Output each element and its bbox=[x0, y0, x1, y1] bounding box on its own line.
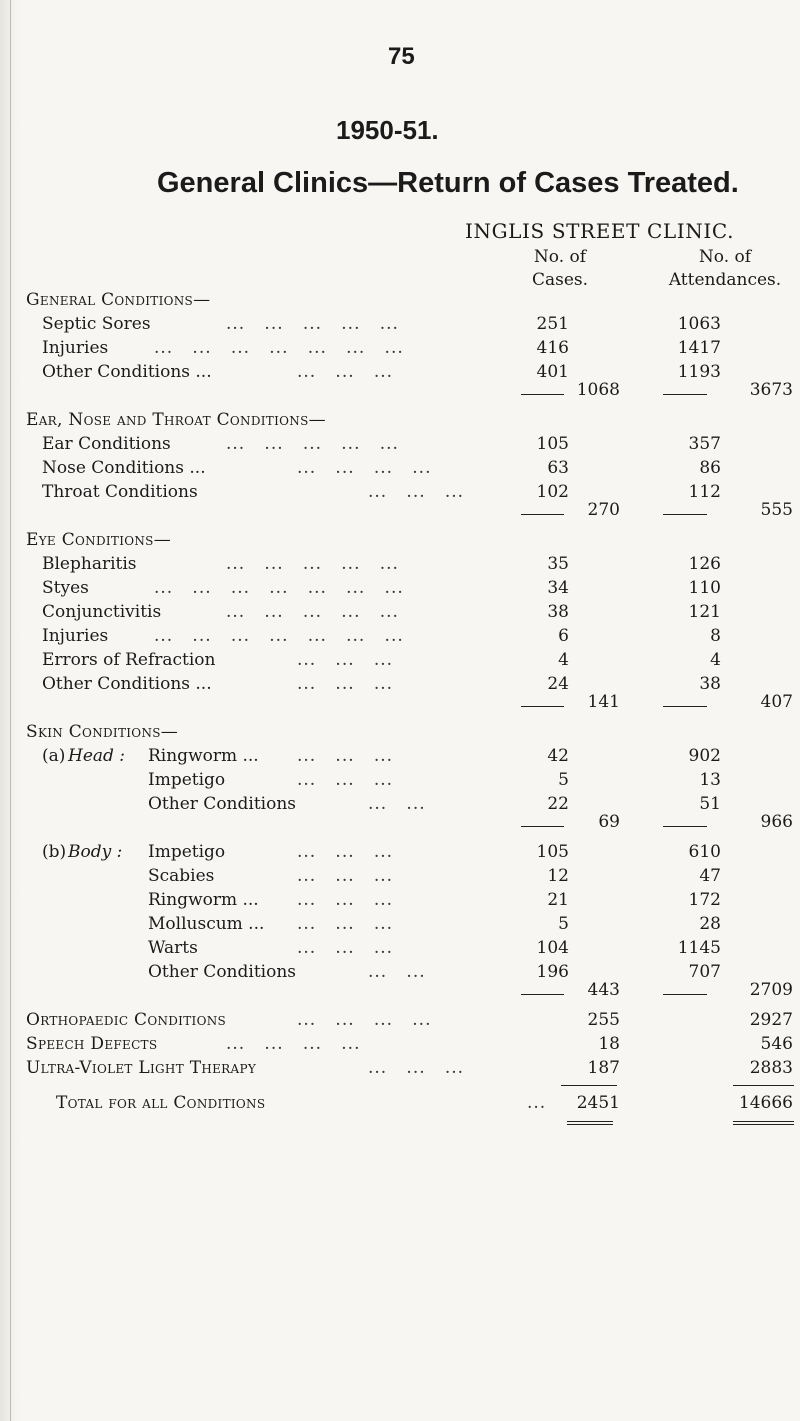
attendances-value: 1193 bbox=[677, 362, 721, 382]
report-year: 1950-51. bbox=[336, 115, 439, 145]
attendances-header-line2: Attendances. bbox=[668, 270, 782, 290]
table-row bbox=[0, 770, 800, 794]
cases-subtotal: 141 bbox=[587, 692, 620, 712]
row-label: Impetigo bbox=[148, 842, 226, 862]
total-row bbox=[0, 1093, 800, 1117]
cases-value: 18 bbox=[598, 1034, 620, 1054]
table-row bbox=[0, 338, 800, 362]
row-label: Ringworm ... bbox=[148, 890, 259, 910]
leader-dots: ... ... ... bbox=[297, 842, 394, 862]
table-row bbox=[0, 794, 800, 818]
total-cases: 2451 bbox=[576, 1093, 620, 1113]
cases-value: 5 bbox=[558, 914, 569, 934]
table-row bbox=[0, 362, 800, 386]
leader-dots: ... ... ... bbox=[297, 746, 394, 766]
subgroup-prefix: (b) bbox=[42, 842, 67, 862]
leader-dots: ... ... ... bbox=[368, 482, 465, 502]
cases-column-header bbox=[520, 247, 600, 290]
row-label: Ear Conditions bbox=[42, 434, 171, 454]
attendances-column-header bbox=[650, 247, 800, 290]
attendances-value: 1063 bbox=[677, 314, 721, 334]
subtotal-row bbox=[0, 692, 800, 722]
cases-value: 42 bbox=[547, 746, 569, 766]
leader-dots: ... ... ... ... ... ... ... bbox=[154, 578, 404, 598]
table-row bbox=[0, 578, 800, 602]
table-row bbox=[0, 674, 800, 698]
table-row bbox=[0, 650, 800, 674]
cases-value: 196 bbox=[536, 962, 569, 982]
section-heading-label: Skin Conditions— bbox=[26, 722, 179, 742]
cases-value: 22 bbox=[547, 794, 569, 814]
attendances-subtotal: 407 bbox=[760, 692, 793, 712]
cases-subtotal: 69 bbox=[598, 812, 620, 832]
attendances-value: 13 bbox=[699, 770, 721, 790]
row-label: Other Conditions bbox=[148, 962, 296, 982]
row-label: Styes bbox=[42, 578, 89, 598]
leader-dots: ... ... ... bbox=[297, 674, 394, 694]
leader-dots: ... ... ... bbox=[297, 362, 394, 382]
table-row bbox=[0, 746, 800, 770]
attendances-value: 112 bbox=[688, 482, 721, 502]
table-row bbox=[0, 434, 800, 458]
row-label: Impetigo bbox=[148, 770, 226, 790]
table-row bbox=[0, 842, 800, 866]
attendances-value: 86 bbox=[699, 458, 721, 478]
attendances-subtotal: 2709 bbox=[749, 980, 793, 1000]
leader-dots: ... bbox=[527, 1093, 547, 1113]
cases-value: 102 bbox=[536, 482, 569, 502]
section-heading-label: General Conditions— bbox=[26, 290, 211, 310]
attendances-value: 610 bbox=[688, 842, 721, 862]
row-label: Warts bbox=[148, 938, 198, 958]
cases-value: 12 bbox=[547, 866, 569, 886]
row-label: Orthopaedic Conditions bbox=[26, 1010, 227, 1030]
leader-dots: ... ... bbox=[368, 962, 426, 982]
attendances-value: 126 bbox=[688, 554, 721, 574]
attendances-value: 2883 bbox=[749, 1058, 793, 1078]
subtotal-dash bbox=[521, 706, 564, 707]
attendances-value: 4 bbox=[710, 650, 721, 670]
cases-value: 38 bbox=[547, 602, 569, 622]
cases-value: 63 bbox=[547, 458, 569, 478]
row-label: Errors of Refraction bbox=[42, 650, 216, 670]
section-heading-label: Eye Conditions— bbox=[26, 530, 172, 550]
cases-value: 105 bbox=[536, 434, 569, 454]
subtotal-row bbox=[0, 380, 800, 410]
attendances-value: 1145 bbox=[677, 938, 721, 958]
leader-dots: ... ... ... ... ... ... ... bbox=[154, 626, 404, 646]
row-label: Nose Conditions ... bbox=[42, 458, 206, 478]
attendances-value: 38 bbox=[699, 674, 721, 694]
subtotal-dash bbox=[663, 826, 707, 827]
table-row bbox=[0, 962, 800, 986]
attendances-value: 172 bbox=[688, 890, 721, 910]
subtotal-dash bbox=[663, 514, 707, 515]
table-row bbox=[0, 626, 800, 650]
leader-dots: ... ... ... bbox=[297, 866, 394, 886]
section-heading-general bbox=[0, 290, 800, 314]
cases-value: 416 bbox=[536, 338, 569, 358]
row-label: Scabies bbox=[148, 866, 215, 886]
attendances-value: 121 bbox=[688, 602, 721, 622]
section-heading-label: Ear, Nose and Throat Conditions— bbox=[26, 410, 326, 430]
row-label: Other Conditions ... bbox=[42, 362, 212, 382]
leader-dots: ... ... bbox=[368, 794, 426, 814]
leader-dots: ... ... ... ... ... ... ... bbox=[154, 338, 404, 358]
cases-value: 187 bbox=[587, 1058, 620, 1078]
cases-value: 401 bbox=[536, 362, 569, 382]
subtotal-dash bbox=[521, 394, 564, 395]
attendances-value: 902 bbox=[688, 746, 721, 766]
leader-dots: ... ... ... ... bbox=[297, 1010, 432, 1030]
row-label: Injuries bbox=[42, 338, 109, 358]
table-row-orthopaedic bbox=[0, 1010, 800, 1034]
leader-dots: ... ... ... ... bbox=[226, 1034, 361, 1054]
subtotal-row bbox=[0, 812, 800, 842]
leader-dots: ... ... ... bbox=[297, 914, 394, 934]
table-row bbox=[0, 482, 800, 506]
total-rule-attendances bbox=[733, 1085, 794, 1086]
total-attendances: 14666 bbox=[738, 1093, 793, 1113]
table-row bbox=[0, 866, 800, 890]
cases-value: 6 bbox=[558, 626, 569, 646]
attendances-subtotal: 966 bbox=[760, 812, 793, 832]
subgroup-label-body: Body : bbox=[68, 842, 123, 862]
section-heading-skin bbox=[0, 722, 800, 746]
double-rule-attendances-top bbox=[733, 1121, 794, 1122]
cases-value: 251 bbox=[536, 314, 569, 334]
row-label: Ringworm ... bbox=[148, 746, 259, 766]
subtotal-dash bbox=[521, 826, 564, 827]
subtotal-dash bbox=[663, 394, 707, 395]
attendances-value: 357 bbox=[688, 434, 721, 454]
row-label: Septic Sores bbox=[42, 314, 151, 334]
row-label: Conjunctivitis bbox=[42, 602, 162, 622]
double-rule-attendances-bottom bbox=[733, 1124, 794, 1125]
subtotal-dash bbox=[663, 994, 707, 995]
double-rule-cases-bottom bbox=[567, 1124, 613, 1125]
leader-dots: ... ... ... ... ... bbox=[226, 554, 399, 574]
cases-value: 104 bbox=[536, 938, 569, 958]
page-number: 75 bbox=[388, 43, 415, 70]
leader-dots: ... ... ... bbox=[297, 650, 394, 670]
table-row bbox=[0, 458, 800, 482]
attendances-value: 8 bbox=[710, 626, 721, 646]
table-row bbox=[0, 602, 800, 626]
table-row bbox=[0, 890, 800, 914]
leader-dots: ... ... ... ... ... bbox=[226, 434, 399, 454]
section-heading-ent bbox=[0, 410, 800, 434]
total-rule-cases bbox=[561, 1085, 617, 1086]
attendances-subtotal: 555 bbox=[760, 500, 793, 520]
cases-header-line1: No. of bbox=[533, 247, 587, 267]
leader-dots: ... ... ... bbox=[297, 938, 394, 958]
table-row-ultraviolet bbox=[0, 1058, 800, 1082]
attendances-value: 47 bbox=[699, 866, 721, 886]
cases-subtotal: 443 bbox=[587, 980, 620, 1000]
attendances-value: 28 bbox=[699, 914, 721, 934]
cases-value: 255 bbox=[587, 1010, 620, 1030]
cases-subtotal: 1068 bbox=[576, 380, 620, 400]
leader-dots: ... ... ... ... ... bbox=[226, 602, 399, 622]
subtotal-row bbox=[0, 500, 800, 530]
row-label: Blepharitis bbox=[42, 554, 137, 574]
cases-value: 35 bbox=[547, 554, 569, 574]
page-title: General Clinics—Return of Cases Treated. bbox=[157, 167, 739, 199]
attendances-value: 1417 bbox=[677, 338, 721, 358]
subtotal-dash bbox=[663, 706, 707, 707]
row-label: Other Conditions ... bbox=[42, 674, 212, 694]
attendances-value: 546 bbox=[760, 1034, 793, 1054]
cases-value: 21 bbox=[547, 890, 569, 910]
cases-subtotal: 270 bbox=[587, 500, 620, 520]
row-label: Other Conditions bbox=[148, 794, 296, 814]
subgroup-label-head: Head : bbox=[68, 746, 126, 766]
subgroup-prefix: (a) bbox=[42, 746, 66, 766]
cases-value: 34 bbox=[547, 578, 569, 598]
row-label: Ultra-Violet Light Therapy bbox=[26, 1058, 257, 1078]
row-label: Injuries bbox=[42, 626, 109, 646]
attendances-value: 110 bbox=[688, 578, 721, 598]
leader-dots: ... ... ... ... ... bbox=[226, 314, 399, 334]
cases-value: 4 bbox=[558, 650, 569, 670]
cases-value: 24 bbox=[547, 674, 569, 694]
leader-dots: ... ... ... bbox=[368, 1058, 465, 1078]
table-row bbox=[0, 938, 800, 962]
subtotal-dash bbox=[521, 514, 564, 515]
attendances-value: 51 bbox=[699, 794, 721, 814]
clinic-name: INGLIS STREET CLINIC. bbox=[465, 219, 735, 243]
attendances-header-line1: No. of bbox=[698, 247, 752, 267]
cases-value: 105 bbox=[536, 842, 569, 862]
attendances-value: 707 bbox=[688, 962, 721, 982]
cases-value: 5 bbox=[558, 770, 569, 790]
attendances-subtotal: 3673 bbox=[749, 380, 793, 400]
leader-dots: ... ... ... bbox=[297, 770, 394, 790]
leader-dots: ... ... ... bbox=[297, 890, 394, 910]
table-row bbox=[0, 554, 800, 578]
subtotal-row bbox=[0, 980, 800, 1010]
subtotal-dash bbox=[521, 994, 564, 995]
cases-header-line2: Cases. bbox=[531, 270, 589, 290]
table-row bbox=[0, 914, 800, 938]
section-heading-eye bbox=[0, 530, 800, 554]
leader-dots: ... ... ... ... bbox=[297, 458, 432, 478]
double-rule-cases-top bbox=[567, 1121, 613, 1122]
row-label: Speech Defects bbox=[26, 1034, 158, 1054]
table-row-speech bbox=[0, 1034, 800, 1058]
row-label: Molluscum ... bbox=[148, 914, 265, 934]
total-label: Total for all Conditions bbox=[56, 1093, 266, 1113]
row-label: Throat Conditions bbox=[42, 482, 198, 502]
table-row bbox=[0, 314, 800, 338]
attendances-value: 2927 bbox=[749, 1010, 793, 1030]
